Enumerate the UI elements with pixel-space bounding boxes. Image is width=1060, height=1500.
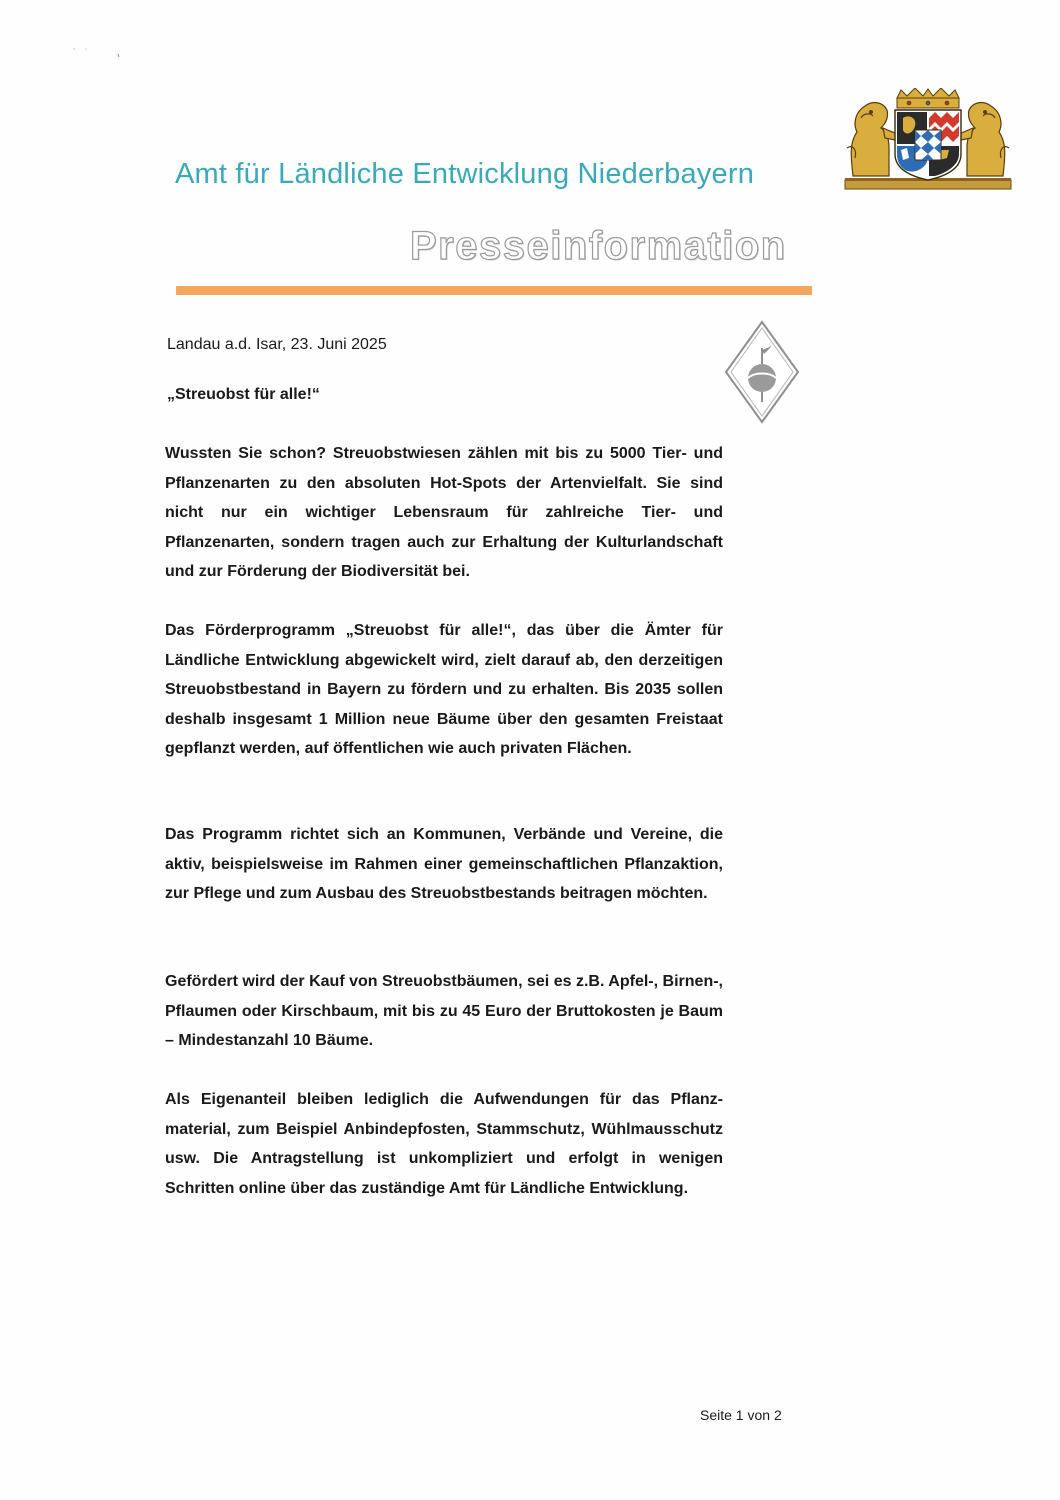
scan-artifact-marks — [70, 44, 130, 64]
agency-name: Amt für Ländliche Entwicklung Niederbayern — [175, 158, 755, 190]
body-paragraph: Das Programm richtet sich an Kommunen, Verbände und Vereine, die aktiv, beispielsweise im Rahmen einer gemeinschaftlichen Pflanzaktion, zur Pflege und zum Ausbau des Streuobstbestands beitragen möchten. — [165, 826, 723, 902]
page-number: Seite 1 von 2 — [700, 1407, 782, 1423]
body-paragraph: Gefördert wird der Kauf von Streuobstbäumen, sei es z.B. Apfel-, Birnen-, Pflaumen oder Kirschbaum, mit bis zu 45 Euro der Bruttokosten je Baum – Mindestanzahl 10 Bäume. — [165, 973, 723, 1049]
ale-diamond-logo-icon — [724, 320, 800, 424]
body-paragraph: Als Eigenanteil bleiben lediglich die Aufwendungen für das Pflanzmaterial, zum Beispiel Anbindepfosten, Stammschutz, Wühlmausschutz usw. Die Antragstellung ist unkompliziert und erfolgt in wenigen Schritten online über das zuständige Amt für Ländliche Entwicklung. — [165, 1091, 723, 1197]
body-paragraph: Das Förderprogramm „Streuobst für alle!“, das über die Ämter für Ländliche Entwicklung abgewickelt wird, zielt darauf ab, den derzeitigen Streuobstbestand in Bayern zu fördern und zu erhalten. Bis 2035 sollen deshalb insgesamt 1 Million neue Bäume über den gesamten Freistaat gepflanzt werden, auf öffentlichen wie auch privaten Flächen. — [165, 622, 723, 757]
document-type-title: Presseinformation — [410, 224, 787, 268]
date-line: Landau a.d. Isar, 23. Juni 2025 — [167, 336, 387, 353]
bavarian-coat-of-arms-icon — [843, 88, 1013, 192]
header-divider — [176, 286, 812, 295]
body-paragraph: Wussten Sie schon? Streuobstwiesen zählen mit bis zu 5000 Tier- und Pflanzenarten zu den absoluten Hot-Spots der Artenvielfalt. Sie sind nicht nur ein wichtiger Lebensraum für zahlreiche Tier- und Pflanzenarten, sondern tragen auch zur Erhaltung der Kulturlandschaft und zur Förderung der Biodiversität bei. — [165, 445, 723, 580]
press-headline: „Streuobst für alle!“ — [167, 386, 320, 403]
